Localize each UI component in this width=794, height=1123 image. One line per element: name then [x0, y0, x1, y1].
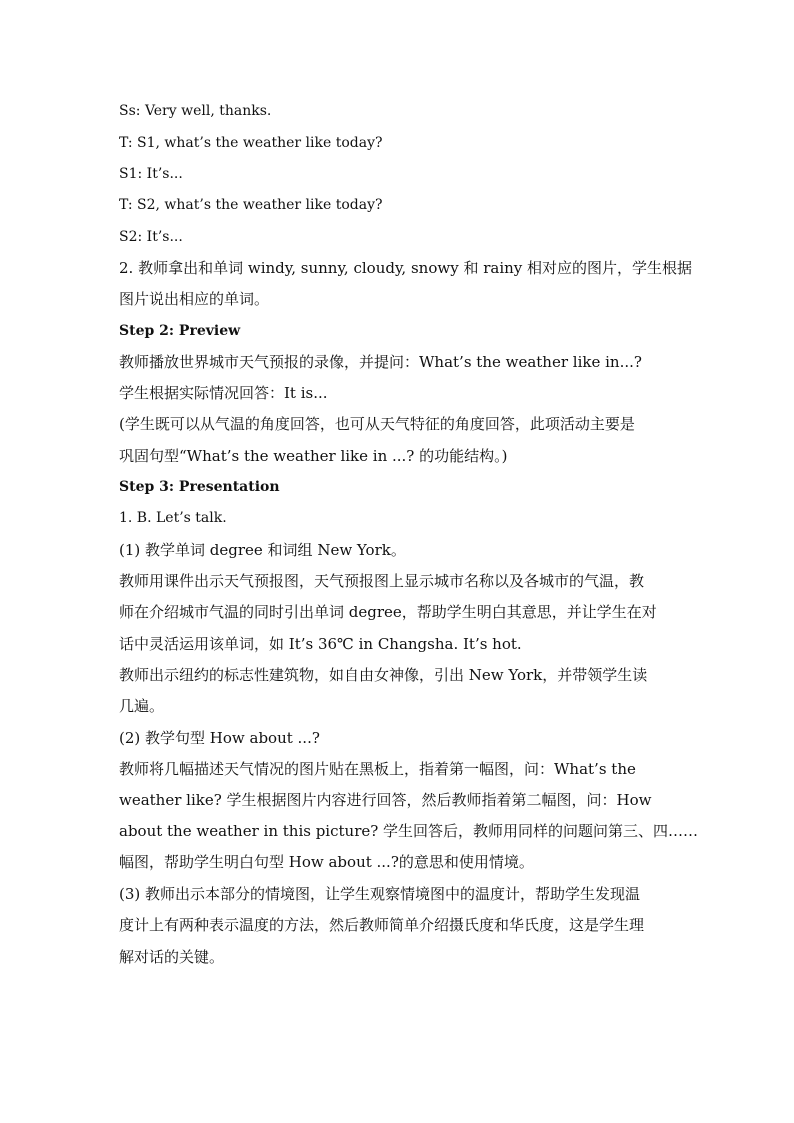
- section-heading: Step 3: Presentation: [119, 479, 280, 495]
- section-heading: Step 2: Preview: [119, 323, 241, 339]
- subheading-line: 1. B. Let’s talk.: [119, 510, 227, 526]
- paragraph-line: 巩固句型“What’s the weather like in ...? 的功能结构。): [119, 447, 508, 465]
- paragraph-line: 教师将几幅描述天气情况的图片贴在黑板上，指着第一幅图，问：What’s the: [119, 760, 636, 778]
- paragraph-line: (1) 教学单词 degree 和词组 New York。: [119, 541, 406, 559]
- paragraph-line: 话中灵活运用该单词，如 It’s 36℃ in Changsha. It’s hot.: [119, 635, 522, 653]
- paragraph-line: 几遍。: [119, 697, 165, 715]
- paragraph-line: (学生既可以从气温的角度回答，也可从天气特征的角度回答，此项活动主要是: [119, 415, 635, 433]
- paragraph-line: weather like? 学生根据图片内容进行回答，然后教师指着第二幅图，问：How: [119, 791, 652, 809]
- paragraph-line: 学生根据实际情况回答：It is...: [119, 384, 328, 402]
- paragraph-line: 师在介绍城市气温的同时引出单词 degree，帮助学生明白其意思，并让学生在对: [119, 603, 657, 621]
- paragraph-line: 教师播放世界城市天气预报的录像，并提问：What’s the weather like in...?: [119, 353, 642, 371]
- dialogue-line: T: S1, what’s the weather like today?: [119, 135, 383, 151]
- paragraph-line: 度计上有两种表示温度的方法，然后教师简单介绍摄氏度和华氏度，这是学生理: [119, 916, 645, 934]
- dialogue-line: T: S2, what’s the weather like today?: [119, 197, 383, 213]
- paragraph-line: 解对话的关键。: [119, 948, 225, 966]
- dialogue-line: S1: It’s...: [119, 166, 183, 182]
- paragraph-line: 教师用课件出示天气预报图，天气预报图上显示城市名称以及各城市的气温，教: [119, 572, 645, 590]
- paragraph-line: 幅图，帮助学生明白句型 How about ...?的意思和使用情境。: [119, 853, 534, 871]
- dialogue-line: Ss: Very well, thanks.: [119, 103, 272, 119]
- paragraph-line: (2) 教学句型 How about ...?: [119, 729, 320, 747]
- paragraph-line: 图片说出相应的单词。: [119, 290, 270, 308]
- paragraph-line: 教师出示纽约的标志性建筑物，如自由女神像，引出 New York，并带领学生读: [119, 666, 648, 684]
- dialogue-line: S2: It’s...: [119, 229, 183, 245]
- paragraph-line: 2. 教师拿出和单词 windy, sunny, cloudy, snowy 和 rainy 相对应的图片，学生根据: [119, 259, 693, 277]
- paragraph-line: about the weather in this picture? 学生回答后，教师用同样的问题问第三、四……: [119, 822, 699, 840]
- paragraph-line: (3) 教师出示本部分的情境图，让学生观察情境图中的温度计，帮助学生发现温: [119, 885, 641, 903]
